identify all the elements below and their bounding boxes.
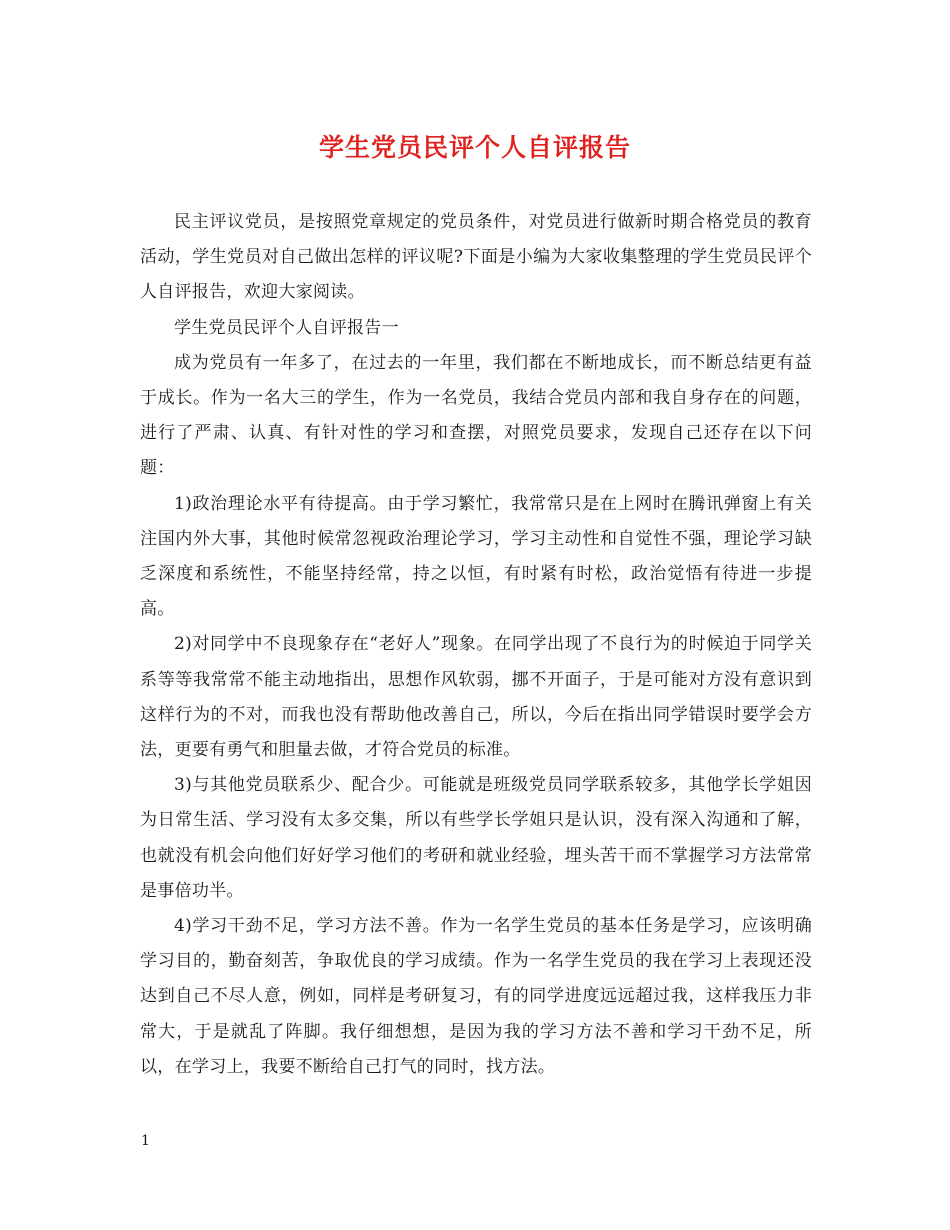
section-heading: 学生党员民评个人自评报告一 [174, 317, 399, 338]
issue-item-3: 3)与其他党员联系少、配合少。可能就是班级党员同学联系较多，其他学长学姐因为日常生活、学习没有太多交集，所以有些学长学姐只是认识，没有深入沟通和了解，也就没有机会向他们好好学习他们的考研和就业经验，埋头苦干而不掌握学习方法常常是事倍功半。 [140, 775, 812, 901]
page-number: 1 [141, 1133, 150, 1149]
issue-item-1: 1)政治理论水平有待提高。由于学习繁忙，我常常只是在上网时在腾讯弹窗上有关注国内外大事，其他时候常忽视政治理论学习，学习主动性和自觉性不强，理论学习缺乏深度和系统性，不能坚持经常，持之以恒，有时紧有时松，政治觉悟有待进一步提高。 [140, 493, 812, 620]
intro-paragraph: 民主评议党员，是按照党章规定的党员条件，对党员进行做新时期合格党员的教育活动，学生党员对自己做出怎样的评议呢?下面是小编为大家收集整理的学生党员民评个人自评报告，欢迎大家阅读。 [140, 212, 812, 303]
issue-item-2: 2)对同学中不良现象存在“老好人”现象。在同学出现了不良行为的时候迫于同学关系等等我常常不能主动地指出，思想作风软弱，挪不开面子，于是可能对方没有意识到这样行为的不对，而我也没有帮助他改善自己，所以，今后在指出同学错误时要学会方法，更要有勇气和胆量去做，才符合党员的标准。 [140, 634, 812, 761]
document-title: 学生党员民评个人自评报告 [318, 133, 631, 162]
issue-item-4: 4)学习干劲不足，学习方法不善。作为一名学生党员的基本任务是学习，应该明确学习目的，勤奋刻苦，争取优良的学习成绩。作为一名学生党员的我在学习上表现还没达到自己不尽人意，例如，同样是考研复习，有的同学进度远远超过我，这样我压力非常大，于是就乱了阵脚。我仔细想想，是因为我的学习方法不善和学习干劲不足，所以，在学习上，我要不断给自己打气的同时，找方法。 [140, 916, 812, 1077]
body-paragraph: 成为党员有一年多了，在过去的一年里，我们都在不断地成长，而不断总结更有益于成长。作为一名大三的学生，作为一名党员，我结合党员内部和我自身存在的问题，进行了严肃、认真、有针对性的学习和查摆，对照党员要求，发现自己还存在以下问题： [140, 352, 812, 479]
document-body [140, 205, 812, 1085]
